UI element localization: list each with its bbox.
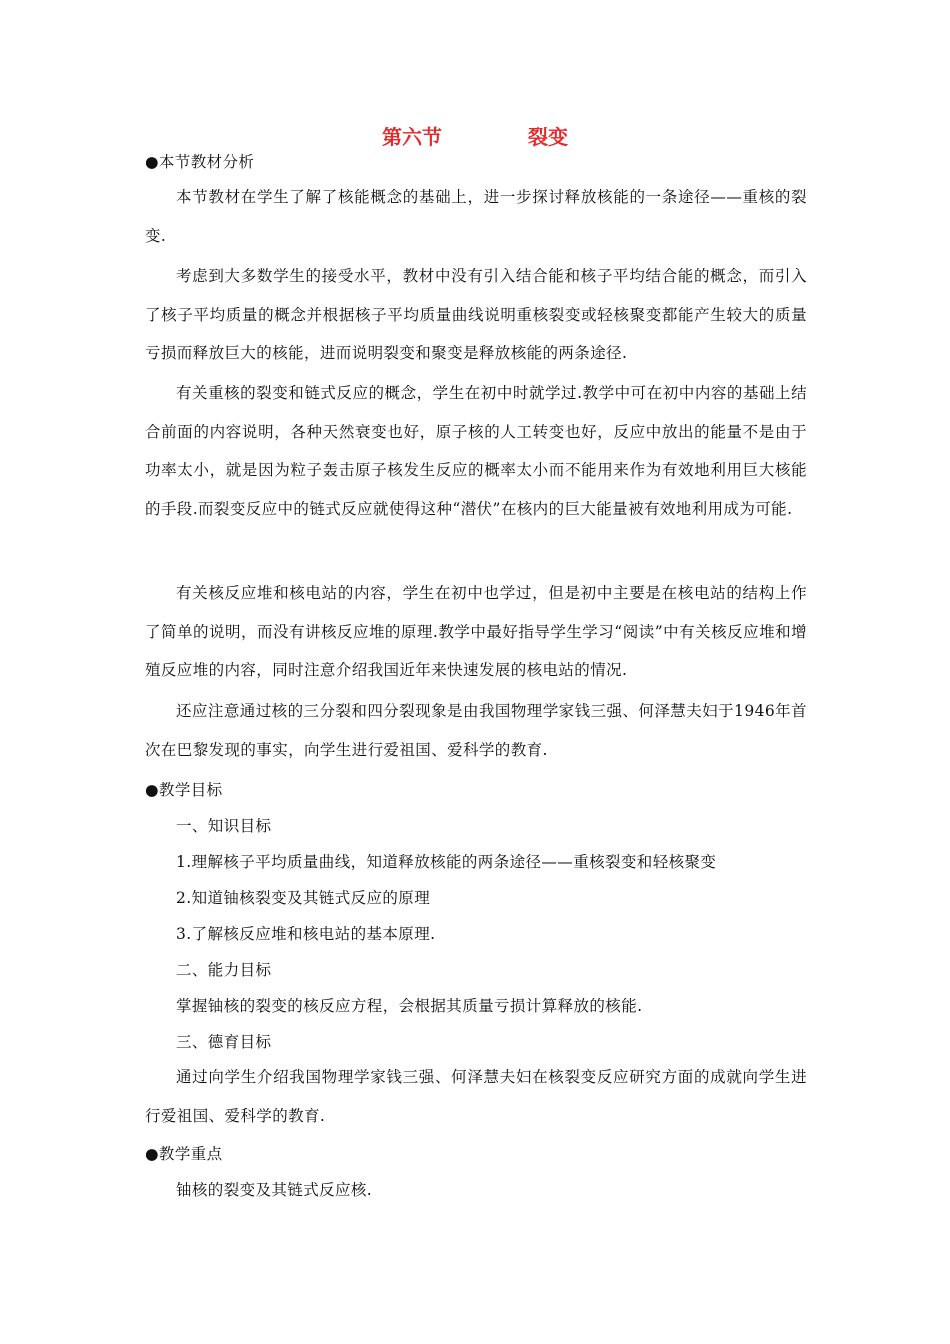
analysis-paragraph-1: 本节教材在学生了解了核能概念的基础上，进一步探讨释放核能的一条途径——重核的裂变.	[145, 188, 807, 245]
focus-heading: ●教学重点	[145, 1145, 223, 1163]
knowledge-goals-heading: 一、知识目标	[176, 817, 272, 835]
knowledge-goal-2: 2.知道铀核裂变及其链式反应的原理	[176, 889, 431, 907]
page-title	[0, 122, 950, 152]
analysis-paragraph-4: 有关核反应堆和核电站的内容，学生在初中也学过，但是初中主要是在核电站的结构上作了简单的说明，而没有讲核反应堆的原理.教学中最好指导学生学习“阅读”中有关核反应堆和增殖反应堆的内容，同时注意介绍我国近年来快速发展的核电站的情况.	[145, 584, 807, 679]
title-part-1: 第六节	[382, 125, 442, 149]
analysis-paragraph-3: 有关重核的裂变和链式反应的概念，学生在初中时就学过.教学中可在初中内容的基础上结合前面的内容说明，各种天然衰变也好，原子核的人工转变也好，反应中放出的能量不是由于功率太小，就是因为粒子轰击原子核发生反应的概率太小而不能用来作为有效地利用巨大核能的手段.而裂变反应中的链式反应就使得这种“潜伏”在核内的巨大能量被有效地利用成为可能.	[145, 384, 807, 518]
moral-goals-heading: 三、德育目标	[176, 1033, 272, 1051]
ability-goal-text: 掌握铀核的裂变的核反应方程，会根据其质量亏损计算释放的核能.	[176, 997, 643, 1015]
ability-goals-heading: 二、能力目标	[176, 961, 272, 979]
analysis-heading: ●本节教材分析	[145, 153, 255, 171]
knowledge-goal-3: 3.了解核反应堆和核电站的基本原理.	[176, 925, 436, 943]
analysis-paragraph-5: 还应注意通过核的三分裂和四分裂现象是由我国物理学家钱三强、何泽慧夫妇于1946年首次在巴黎发现的事实，向学生进行爱祖国、爱科学的教育.	[145, 702, 807, 759]
goals-heading: ●教学目标	[145, 781, 223, 799]
analysis-paragraph-2: 考虑到大多数学生的接受水平，教材中没有引入结合能和核子平均结合能的概念，而引入了核子平均质量的概念并根据核子平均质量曲线说明重核裂变或轻核聚变都能产生较大的质量亏损而释放巨大的核能，进而说明裂变和聚变是释放核能的两条途径.	[145, 267, 807, 362]
moral-goal-text: 通过向学生介绍我国物理学家钱三强、何泽慧夫妇在核裂变反应研究方面的成就向学生进行爱祖国、爱科学的教育.	[145, 1068, 807, 1125]
title-part-2: 裂变	[528, 125, 568, 149]
focus-text: 铀核的裂变及其链式反应核.	[176, 1181, 373, 1199]
knowledge-goal-1: 1.理解核子平均质量曲线，知道释放核能的两条途径——重核裂变和轻核聚变	[176, 853, 717, 871]
